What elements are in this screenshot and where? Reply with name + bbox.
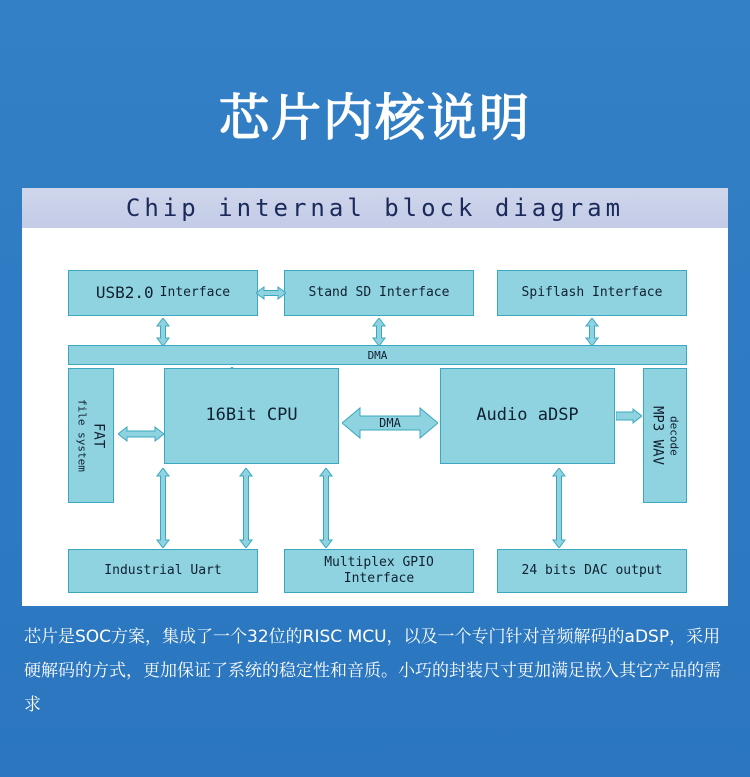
block-dma-bus bbox=[68, 345, 687, 365]
arrow-cpu-adsp-label: DMA bbox=[379, 416, 401, 430]
block-audio-adsp-label: Audio aDSP bbox=[476, 405, 579, 426]
arrow-fat-to-cpu bbox=[118, 426, 164, 442]
arrow-cpu-to-gpio bbox=[239, 468, 253, 548]
arrow-usb-to-sd bbox=[256, 286, 286, 300]
page-title: 芯片内核说明 bbox=[219, 89, 531, 147]
block-usb20-label: USB2.0 bbox=[95, 283, 154, 302]
block-dac-output bbox=[497, 549, 687, 593]
arrow-usb-to-bus bbox=[156, 318, 170, 346]
block-stand-sd-interface bbox=[284, 270, 474, 316]
block-16bit-cpu-label: 16Bit CPU bbox=[205, 405, 298, 426]
block-16bit-cpu bbox=[164, 368, 339, 464]
block-mp3-wav-decode bbox=[643, 368, 687, 503]
block-fat-file-system bbox=[68, 368, 114, 503]
block-diagram bbox=[22, 228, 728, 606]
block-usb20-sublabel: Interface bbox=[159, 284, 231, 300]
arrow-cpu-to-uart bbox=[156, 468, 170, 548]
diagram-panel bbox=[22, 188, 728, 606]
block-audio-adsp bbox=[440, 368, 615, 464]
block-mp3-wav-label: MP3 WAV bbox=[649, 405, 666, 465]
block-dma-bus-label: DMA bbox=[367, 348, 388, 362]
block-fat-label: FAT bbox=[90, 422, 107, 449]
block-multiplex-gpio-label: Multiplex GPIO bbox=[324, 554, 434, 570]
block-usb20-interface bbox=[68, 270, 258, 316]
arrow-spiflash-to-bus bbox=[585, 318, 599, 346]
block-dac-output-label: 24 bits DAC output bbox=[521, 562, 663, 578]
diagram-panel-title: Chip internal block diagram bbox=[125, 194, 625, 222]
arrow-adsp-to-mp3 bbox=[616, 408, 642, 424]
block-spiflash-label: Spiflash Interface bbox=[521, 284, 663, 300]
block-industrial-uart bbox=[68, 549, 258, 593]
block-fat-sublabel: file system bbox=[75, 399, 89, 472]
block-spiflash-interface bbox=[497, 270, 687, 316]
block-stand-sd-label: Stand SD Interface bbox=[308, 284, 450, 300]
arrow-gpio-link bbox=[319, 468, 333, 548]
block-multiplex-gpio bbox=[284, 549, 474, 593]
diagram-panel-header bbox=[22, 188, 728, 228]
block-mp3-decode-sublabel: decode bbox=[667, 415, 681, 456]
description-text: 芯片是SOC方案，集成了一个32位的RISC MCU，以及一个专门针对音频解码的aDSP，采用硬解码的方式，更加保证了系统的稳定性和音质。小巧的封装尺寸更加满足嵌入其它产品的需求 bbox=[24, 627, 721, 715]
arrow-adsp-to-dac bbox=[552, 468, 566, 548]
block-multiplex-gpio-sublabel: Interface bbox=[343, 571, 415, 586]
block-industrial-uart-label: Industrial Uart bbox=[104, 562, 222, 578]
arrow-sd-to-bus bbox=[372, 318, 386, 346]
